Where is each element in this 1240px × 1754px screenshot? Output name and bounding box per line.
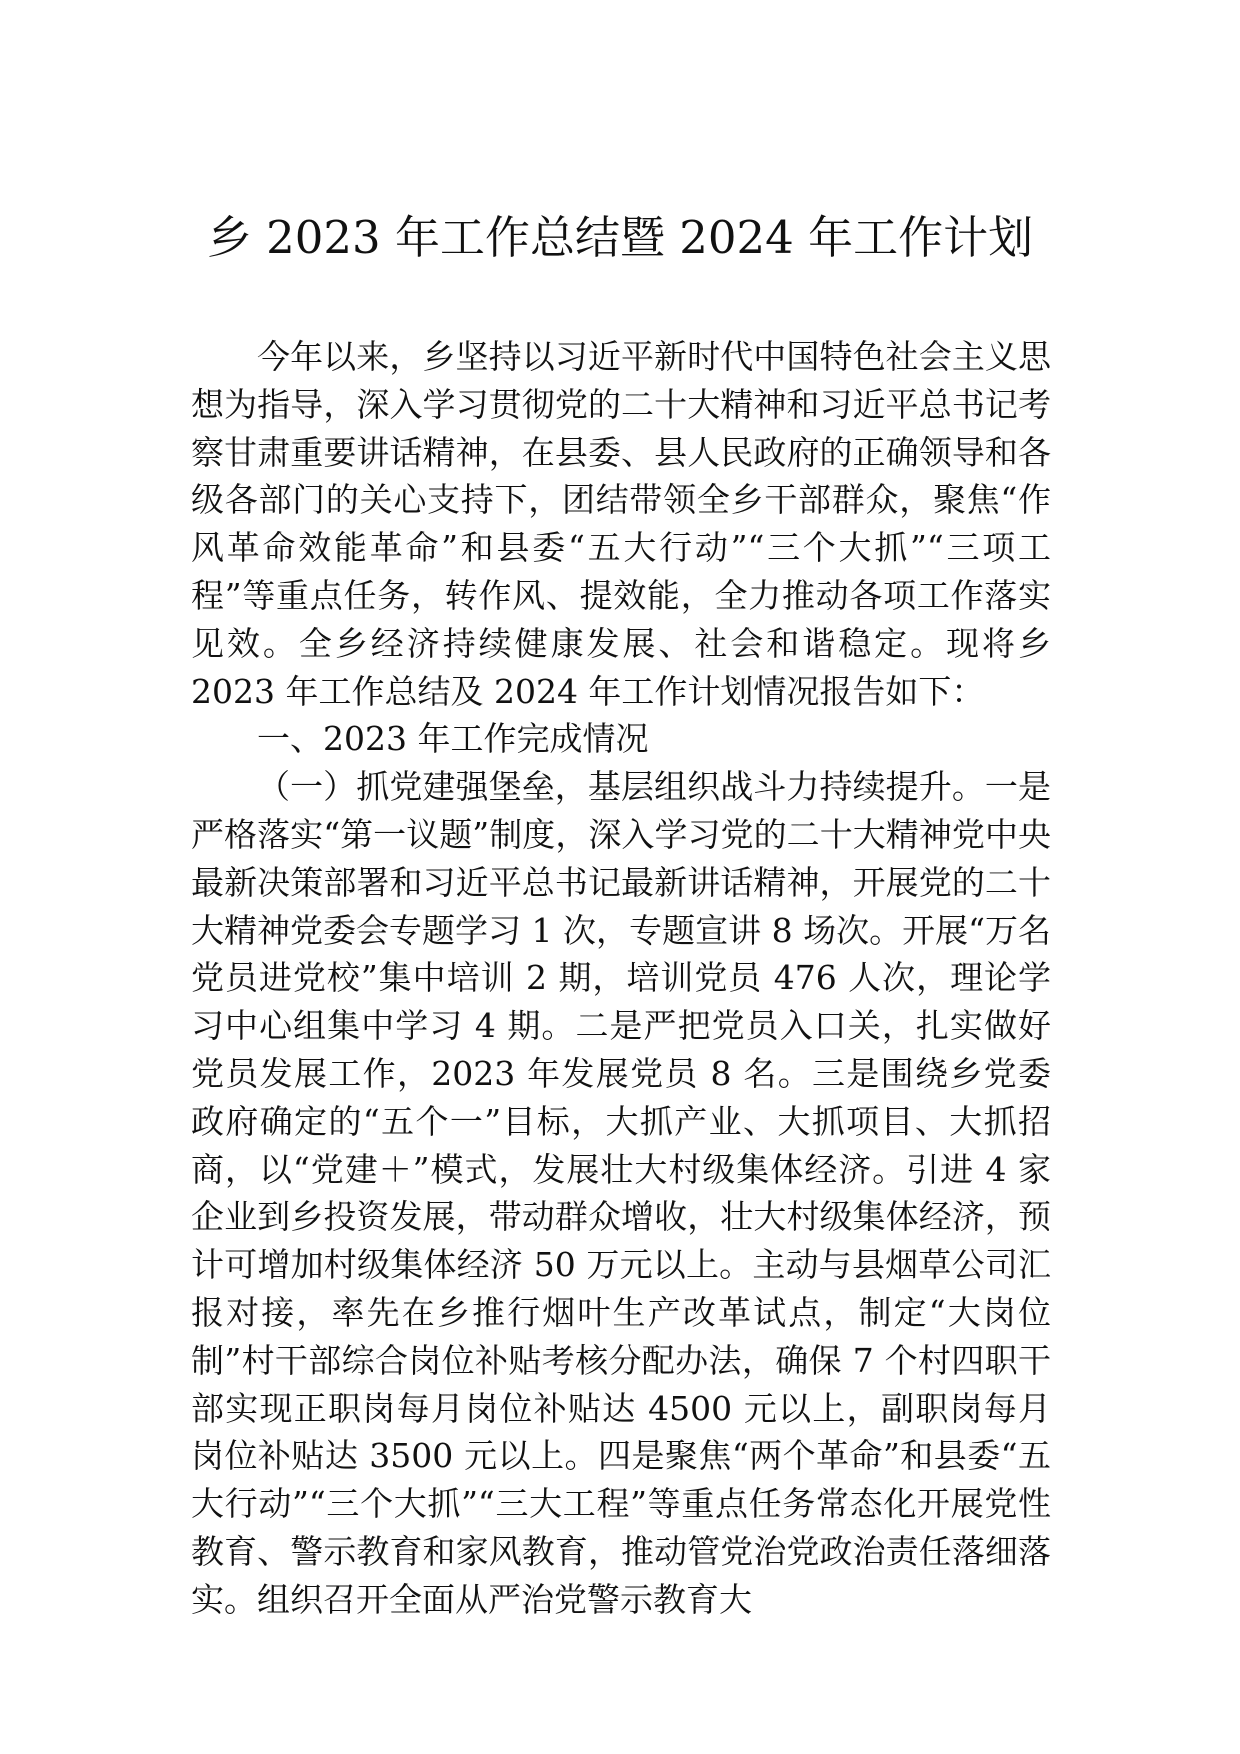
document-body xyxy=(191,333,1051,1624)
intro-paragraph: 今年以来，乡坚持以习近平新时代中国特色社会主义思想为指导，深入学习贯彻党的二十大精神和习近平总书记考察甘肃重要讲话精神，在县委、县人民政府的正确领导和各级各部门的关心支持下，团结带领全乡干部群众，聚焦“作风革命效能革命”和县委“五大行动”“三个大抓”“三项工程”等重点任务，转作风、提效能，全力推动各项工作落实见效。全乡经济持续健康发展、社会和谐稳定。现将乡 2023 年工作总结及 2024 年工作计划情况报告如下： xyxy=(191,337,1051,711)
section-heading: 一、2023 年工作完成情况 xyxy=(257,719,649,759)
document-title: 乡 2023 年工作总结暨 2024 年工作计划 xyxy=(206,211,1034,264)
section-paragraph: （一）抓党建强堡垒，基层组织战斗力持续提升。一是严格落实“第一议题”制度，深入学习党的二十大精神党中央最新决策部署和习近平总书记最新讲话精神，开展党的二十大精神党委会专题学习 1 次，专题宣讲 8 场次。开展“万名党员进党校”集中培训 2 期，培训党员 476 人次，理论学习中心组集中学习 4 期。二是严把党员入口关，扎实做好党员发展工作，2023 年发展党员 8 名。三是围绕乡党委政府确定的“五个一”目标，大抓产业、大抓项目、大抓招商，以“党建＋”模式，发展壮大村级集体经济。引进 4 家企业到乡投资发展，带动群众增收，壮大村级集体经济，预计可增加村级集体经济 50 万元以上。主动与县烟草公司汇报对接，率先在乡推行烟叶生产改革试点，制定“大岗位制”村干部综合岗位补贴考核分配办法，确保 7 个村四职干部实现正职岗每月岗位补贴达 4500 元以上，副职岗每月岗位补贴达 3500 元以上。四是聚焦“两个革命”和县委“五大行动”“三个大抓”“三大工程”等重点任务常态化开展党性教育、警示教育和家风教育，推动管党治党政治责任落细落实。组织召开全面从严治党警示教育大 xyxy=(191,767,1051,1619)
